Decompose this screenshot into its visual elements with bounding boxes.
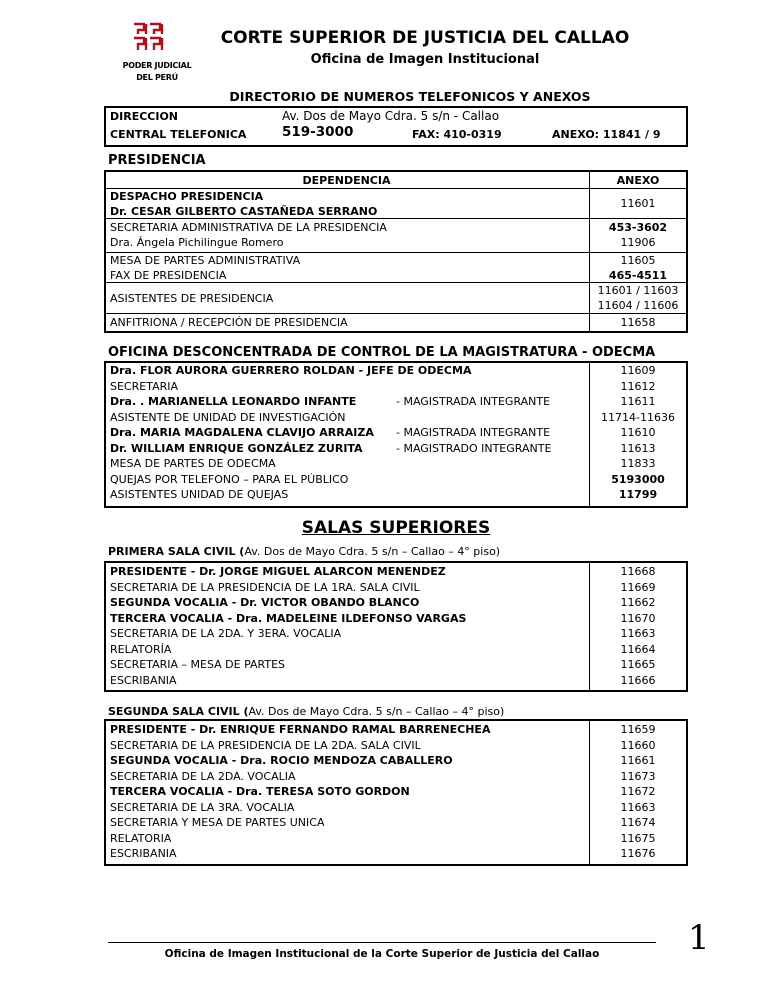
list-item: MESA DE PARTES DE ODECMA bbox=[110, 457, 276, 470]
list-item: SECRETARIA ADMINISTRATIVA DE LA PRESIDENCIA bbox=[110, 221, 387, 234]
anexo-cell: 465-4511 bbox=[608, 269, 668, 282]
list-item: RELATORÍA bbox=[110, 642, 172, 656]
segunda-sala-rows bbox=[110, 722, 490, 862]
list-item: SECRETARIA DE LA PRESIDENCIA DE LA 2DA. SALA CIVIL bbox=[110, 738, 421, 752]
list-item: SECRETARIA DE LA 2DA. Y 3ERA. VOCALIA bbox=[110, 627, 342, 640]
logo-caption: PODER JUDICIAL DEL PERÚ bbox=[122, 61, 192, 82]
central-label: CENTRAL TELEFONICA bbox=[110, 128, 247, 141]
primera-sala-rows bbox=[110, 564, 466, 688]
anexo-cell: 11601 bbox=[620, 197, 656, 210]
list-item: ASISTENTES DE PRESIDENCIA bbox=[110, 292, 274, 305]
anexo-cell: 11605 bbox=[620, 254, 656, 267]
odecma-title: OFICINA DESCONCENTRADA DE CONTROL DE LA MAGISTRATURA - ODECMA bbox=[108, 345, 656, 360]
col-dependencia: DEPENDENCIA bbox=[302, 174, 391, 187]
poder-judicial-logo bbox=[132, 22, 178, 52]
segunda-sala-heading: SEGUNDA SALA CIVIL (Av. Dos de Mayo Cdra. 5 s/n – Callao – 4° piso) bbox=[108, 705, 505, 718]
list-item: DESPACHO PRESIDENCIA bbox=[110, 190, 264, 203]
page-title: CORTE SUPERIOR DE JUSTICIA DEL CALLAO bbox=[220, 28, 630, 48]
list-item: SECRETARIA DE LA PRESIDENCIA DE LA 1RA. SALA CIVIL bbox=[110, 580, 420, 594]
list-item: Dra. MARIA MAGDALENA CLAVIJO ARRAIZA bbox=[110, 426, 374, 439]
list-item: PRESIDENTE - Dr. JORGE MIGUEL ALARCON MENENDEZ bbox=[110, 565, 446, 578]
list-item: PRESIDENTE - Dr. ENRIQUE FERNANDO RAMAL BARRENECHEA bbox=[110, 723, 491, 736]
list-item: SEGUNDA VOCALIA - Dra. ROCIO MENDOZA CABALLERO bbox=[110, 754, 453, 767]
salas-title: SALAS SUPERIORES bbox=[301, 518, 491, 538]
anexo-cell: 11658 bbox=[620, 316, 656, 329]
direccion-label: DIRECCION bbox=[110, 110, 179, 123]
direccion-value: Av. Dos de Mayo Cdra. 5 s/n - Callao bbox=[282, 109, 500, 123]
fax-value: FAX: 410-0319 bbox=[412, 128, 502, 141]
list-item: Dra. FLOR AURORA GUERRERO ROLDAN - JEFE DE ODECMA bbox=[110, 364, 472, 377]
segunda-sala-anexos: 11659 11660 11661 11673 11672 11663 11674 11675 11676 bbox=[620, 723, 656, 860]
list-item: SEGUNDA VOCALIA - Dr. VICTOR OBANDO BLANCO bbox=[110, 596, 420, 609]
list-item: RELATORIA bbox=[110, 831, 172, 845]
list-item: ANFITRIONA / RECEPCIÓN DE PRESIDENCIA bbox=[110, 316, 348, 329]
directory-title: DIRECTORIO DE NUMEROS TELEFONICOS Y ANEXOS bbox=[229, 89, 591, 104]
list-item: Dra. . MARIANELLA LEONARDO INFANTE bbox=[110, 395, 357, 408]
anexo-value: ANEXO: 11841 / 9 bbox=[552, 128, 661, 141]
anexo-cell: 11604 / 11606 bbox=[597, 299, 679, 312]
primera-sala-heading: PRIMERA SALA CIVIL (Av. Dos de Mayo Cdra. 5 s/n – Callao – 4° piso) bbox=[108, 545, 501, 558]
odecma-anexos: 11609 11612 11611 11714-11636 11610 11613 11833 5193000 11799 bbox=[601, 364, 675, 501]
list-item: SECRETARIA DE LA 2DA. VOCALIA bbox=[110, 769, 296, 783]
list-item: TERCERA VOCALIA - Dra. TERESA SOTO GORDON bbox=[110, 785, 410, 798]
list-item: Dra. Ángela Pichilingue Romero bbox=[110, 236, 284, 249]
col-anexo: ANEXO bbox=[616, 174, 660, 187]
list-item: ASISTENTE DE UNIDAD DE INVESTIGACIÓN bbox=[110, 410, 346, 424]
list-item: SECRETARIA – MESA DE PARTES bbox=[110, 658, 286, 671]
list-item: ESCRIBANIA bbox=[110, 673, 177, 687]
role-label: - MAGISTRADO INTEGRANTE bbox=[396, 441, 552, 455]
list-item: MESA DE PARTES ADMINISTRATIVA bbox=[110, 254, 301, 267]
footer-divider bbox=[108, 942, 656, 943]
odecma-roles bbox=[396, 363, 551, 456]
list-item: QUEJAS POR TELEFONO – PARA EL PÚBLICO bbox=[110, 472, 349, 486]
anexo-cell: 453-3602 bbox=[608, 221, 668, 234]
anexo-cell: 11906 bbox=[620, 236, 656, 249]
list-item: Dr. CESAR GILBERTO CASTAÑEDA SERRANO bbox=[110, 205, 378, 218]
list-item: SECRETARIA Y MESA DE PARTES UNICA bbox=[110, 816, 325, 829]
list-item: Dr. WILLIAM ENRIQUE GONZÁLEZ ZURITA bbox=[110, 441, 363, 455]
primera-sala-anexos: 11668 11669 11662 11670 11663 11664 11665 11666 bbox=[620, 565, 656, 687]
list-item: ASISTENTES UNIDAD DE QUEJAS bbox=[110, 488, 289, 501]
central-value: 519-3000 bbox=[282, 124, 354, 140]
list-item: SECRETARIA DE LA 3RA. VOCALIA bbox=[110, 800, 295, 814]
page-number: 1 bbox=[688, 918, 710, 958]
presidencia-title: PRESIDENCIA bbox=[108, 153, 206, 168]
list-item: ESCRIBANIA bbox=[110, 847, 177, 860]
footer-text: Oficina de Imagen Institucional de la Corte Superior de Justicia del Callao bbox=[164, 948, 600, 960]
anexo-cell: 11601 / 11603 bbox=[597, 284, 679, 297]
page-subtitle: Oficina de Imagen Institucional bbox=[310, 52, 540, 67]
list-item: SECRETARIA bbox=[110, 379, 179, 393]
list-item: TERCERA VOCALIA - Dra. MADELEINE ILDEFONSO VARGAS bbox=[110, 611, 467, 625]
role-label: - MAGISTRADA INTEGRANTE bbox=[396, 426, 551, 439]
role-label: - MAGISTRADA INTEGRANTE bbox=[396, 395, 551, 408]
list-item: FAX DE PRESIDENCIA bbox=[110, 269, 227, 282]
